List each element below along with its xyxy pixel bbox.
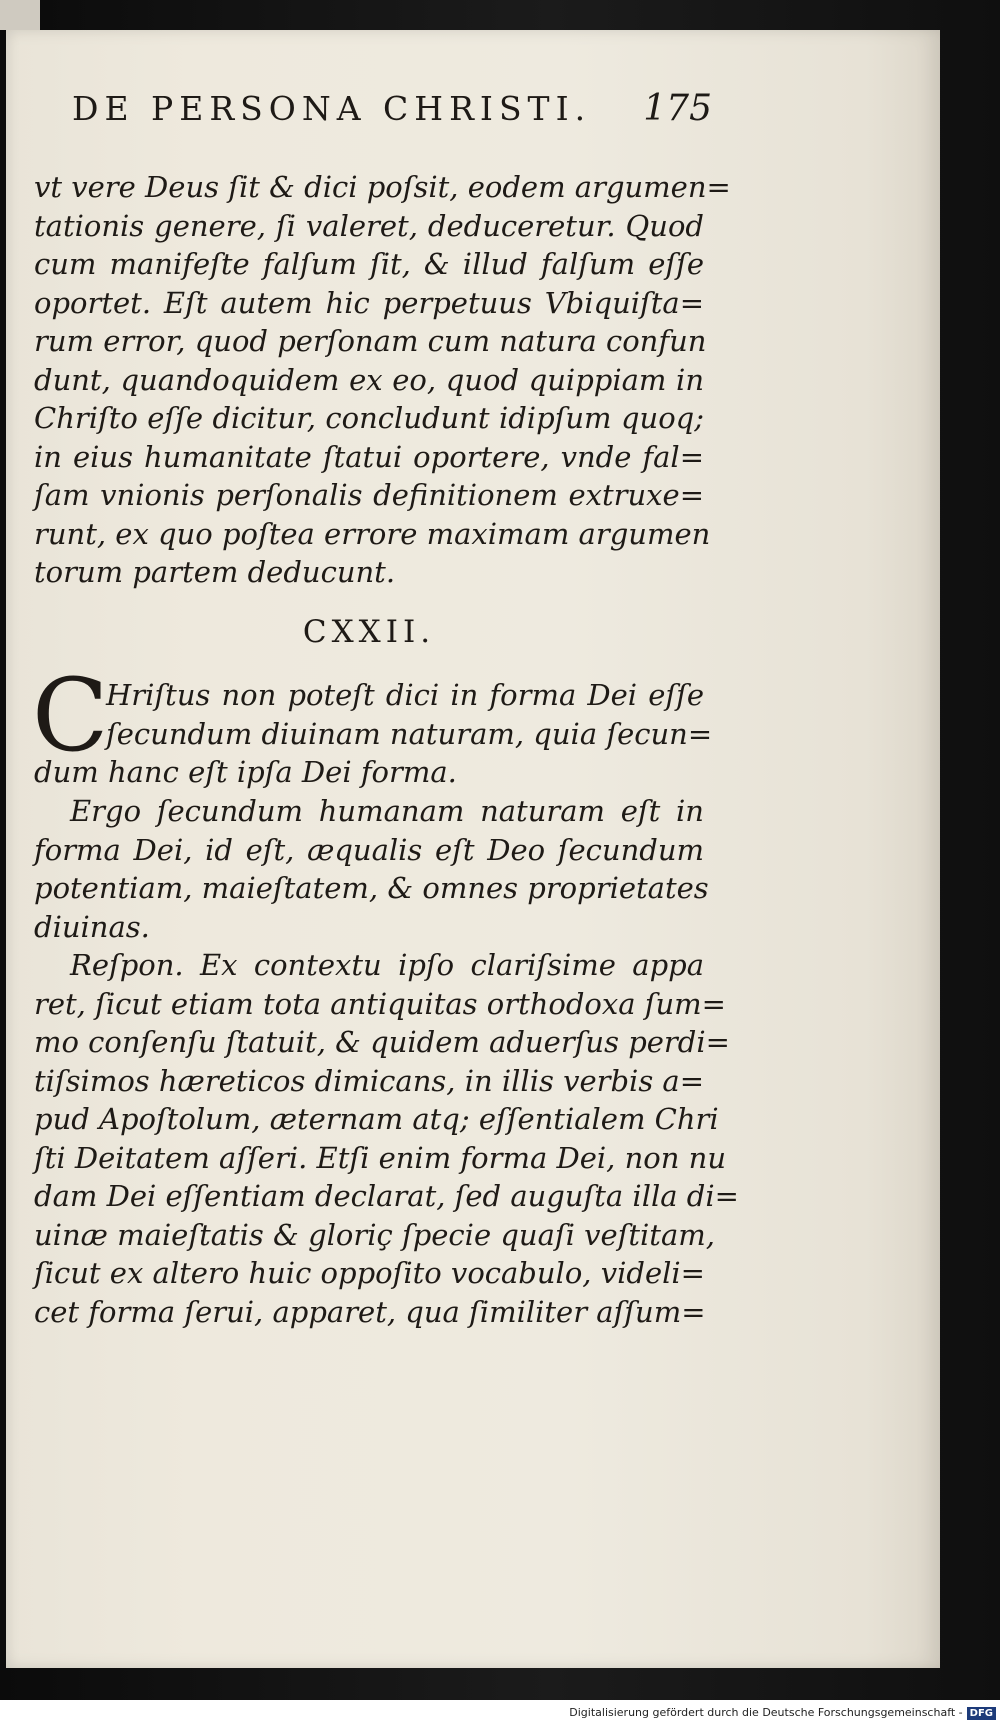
text-line: runt, ex quo poſtea errore maximam argumen	[34, 516, 711, 551]
text-line: ſecundum diuinam naturam, quia ſecun=	[106, 716, 713, 751]
text-line: in eius humanitate ſtatui oportere, vnde fal=	[34, 439, 704, 474]
text-line: ſam vnionis perſonalis definitionem extruxe=	[34, 478, 704, 512]
text-line: mo conſenſu ſtatuit, & quidem aduerſus perdi=	[34, 1025, 730, 1059]
text-line: cet forma ſerui, apparet, qua ſimiliter aſſum=	[34, 1294, 706, 1329]
paragraph-continuation	[34, 168, 731, 592]
thesis-paragraph	[34, 676, 713, 792]
funding-credit-text: Digitalisierung gefördert durch die Deutsche Forschungsgemeinschaft -	[569, 1706, 963, 1719]
text-line: cum manifeſte falſum ſit, & illud falſum eſſe	[34, 247, 704, 281]
text-line: diuinas.	[34, 909, 150, 944]
running-head-title: DE PERSONA CHRISTI.	[72, 89, 592, 128]
text-line: potentiam, maieſtatem, & omnes proprietates	[34, 871, 709, 905]
text-line: Reſpon. Ex contextu ipſo clariſsime appa	[70, 948, 704, 982]
text-line: Ergo ſecundum humanam naturam eſt in	[70, 794, 704, 828]
text-line: pud Apoſtolum, æternam atq; eſſentialem Chri	[34, 1102, 719, 1136]
response-paragraph	[34, 946, 739, 1331]
text-line: Hriſtus non poteſt dici in forma Dei eſſe	[106, 678, 704, 712]
text-line: rum error, quod perſonam cum natura confun	[34, 324, 707, 358]
text-line: tiſsimos hæreticos dimicans, in illis verbis a=	[34, 1063, 705, 1098]
section-number-heading: CXXII.	[302, 614, 436, 650]
conclusion-paragraph	[34, 792, 709, 946]
text-line: ſti Deitatem aſſeri. Etſi enim forma Dei, non nu	[34, 1140, 726, 1175]
text-line: forma Dei, id eſt, æqualis eſt Deo ſecundum	[34, 832, 704, 867]
text-line: dunt, quandoquidem ex eo, quod quippiam in	[34, 362, 704, 397]
text-line: vt vere Deus ſit & dici poſsit, eodem argumen=	[34, 170, 731, 204]
page-corner-tab	[0, 0, 40, 30]
text-line: tationis genere, ſi valeret, deduceretur. Quod	[34, 208, 704, 243]
text-line: oportet. Eſt autem hic perpetuus Vbiquiſta=	[34, 285, 704, 320]
drop-capital: C	[32, 657, 109, 774]
digitization-credit-bar	[0, 1700, 1000, 1724]
text-line: dam Dei eſſentiam declarat, ſed auguſta illa di=	[34, 1179, 739, 1213]
text-line: ret, ſicut etiam tota antiquitas orthodoxa ſum=	[34, 986, 726, 1021]
text-line: Chriſto eſſe dicitur, concludunt idipſum quoq;	[34, 401, 704, 435]
page-number: 175	[643, 88, 712, 129]
text-line: dum hanc eſt ipſa Dei forma.	[34, 755, 457, 789]
text-line: uinæ maieſtatis & gloriç ſpecie quaſi veſtitam,	[34, 1217, 715, 1252]
text-line: torum partem deducunt.	[34, 555, 396, 589]
text-line: ſicut ex altero huic oppoſito vocabulo, videli=	[34, 1256, 705, 1290]
dfg-logo: DFG	[967, 1707, 996, 1720]
running-head	[72, 88, 712, 129]
